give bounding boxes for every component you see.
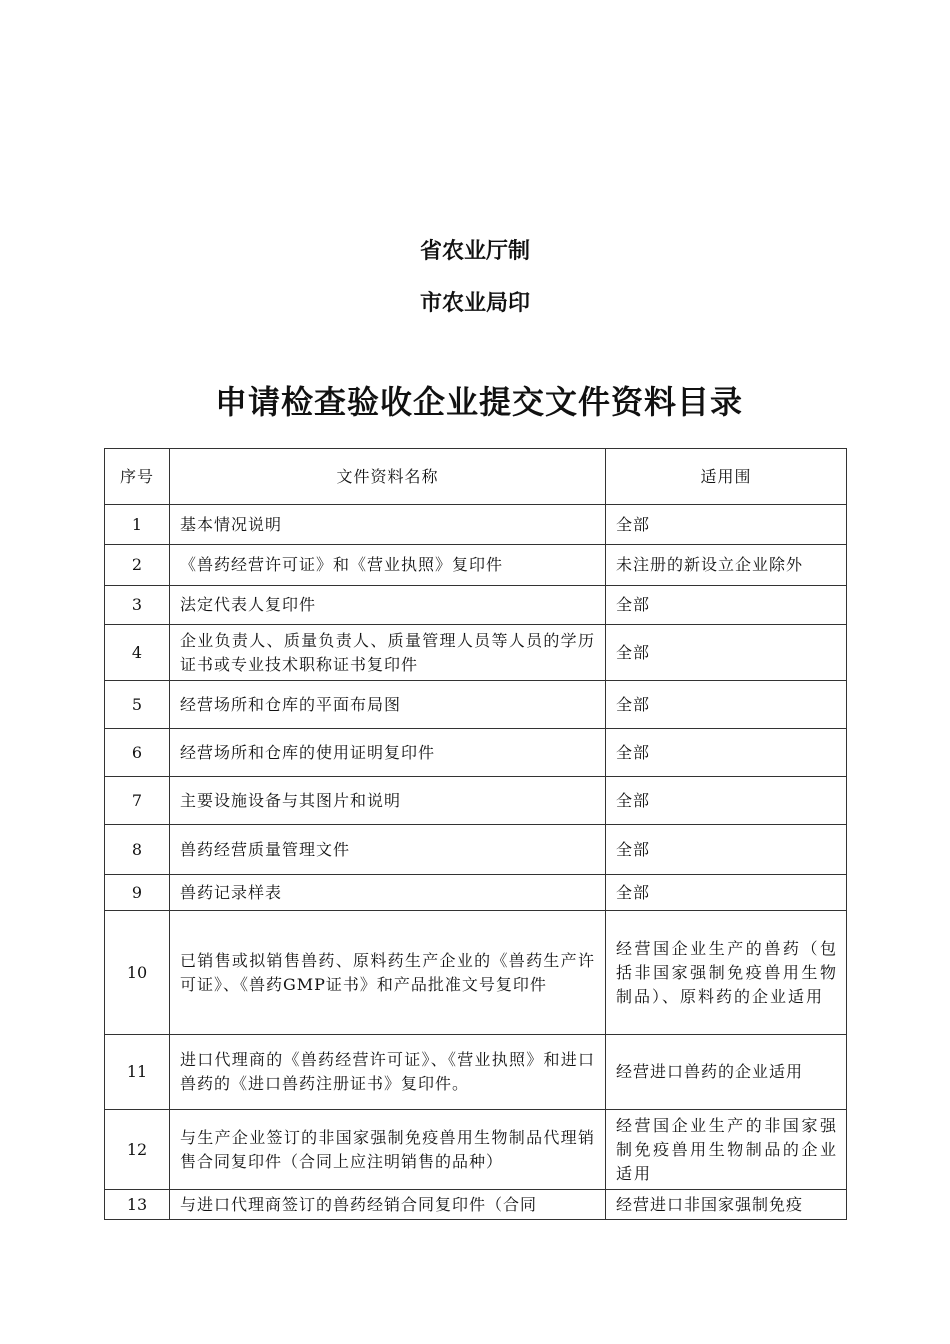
row-number: 5 [105,681,170,729]
printer-line: 市农业局印 [419,291,530,316]
table-header-row [105,449,847,505]
row-number: 8 [105,825,170,875]
row-number: 11 [105,1035,170,1110]
row-number: 12 [105,1110,170,1190]
table-row [105,777,847,825]
row-document-name: 进口代理商的《兽药经营许可证》、《营业执照》和进口兽药的《进口兽药注册证书》复印件。 [170,1035,606,1110]
table-row [105,1110,847,1190]
row-scope: 全部 [606,729,847,777]
row-number: 2 [105,545,170,586]
row-document-name: 兽药记录样表 [170,875,606,911]
row-document-name: 经营场所和仓库的使用证明复印件 [170,729,606,777]
row-scope: 全部 [606,875,847,911]
column-header-document-name: 文件资料名称 [170,449,606,505]
row-number: 1 [105,505,170,545]
table-row [105,545,847,586]
table-row [105,729,847,777]
table-row [105,825,847,875]
row-document-name: 法定代表人复印件 [170,586,606,625]
row-scope: 经营国企业生产的非国家强制免疫兽用生物制品的企业适用 [606,1110,847,1190]
column-header-scope: 适用围 [606,449,847,505]
row-document-name: 已销售或拟销售兽药、原料药生产企业的《兽药生产许可证》、《兽药GMP证书》和产品批准文号复印件 [170,911,606,1035]
row-document-name: 企业负责人、质量负责人、质量管理人员等人员的学历证书或专业技术职称证书复印件 [170,625,606,681]
row-scope: 全部 [606,681,847,729]
row-document-name: 《兽药经营许可证》和《营业执照》复印件 [170,545,606,586]
table-row [105,1190,847,1220]
column-header-number: 序号 [105,449,170,505]
row-document-name: 主要设施设备与其图片和说明 [170,777,606,825]
table-row [105,681,847,729]
row-scope: 经营国企业生产的兽药（包括非国家强制免疫兽用生物制品）、原料药的企业适用 [606,911,847,1035]
table-row [105,875,847,911]
row-scope: 全部 [606,625,847,681]
row-document-name: 兽药经营质量管理文件 [170,825,606,875]
row-number: 7 [105,777,170,825]
row-document-name: 基本情况说明 [170,505,606,545]
row-document-name: 与生产企业签订的非国家强制免疫兽用生物制品代理销售合同复印件（合同上应注明销售的品种） [170,1110,606,1190]
table-row [105,505,847,545]
document-list-table [104,448,847,1220]
row-scope: 全部 [606,586,847,625]
row-scope: 全部 [606,777,847,825]
row-scope: 经营进口非国家强制免疫 [606,1190,847,1220]
row-scope: 全部 [606,825,847,875]
row-number: 9 [105,875,170,911]
table-row [105,586,847,625]
table-row [105,1035,847,1110]
row-number: 13 [105,1190,170,1220]
row-number: 6 [105,729,170,777]
row-number: 10 [105,911,170,1035]
row-scope: 未注册的新设立企业除外 [606,545,847,586]
issuer-line: 省农业厅制 [419,239,530,264]
row-number: 4 [105,625,170,681]
table-row [105,911,847,1035]
row-scope: 全部 [606,505,847,545]
row-number: 3 [105,586,170,625]
row-document-name: 与进口代理商签订的兽药经销合同复印件（合同 [170,1190,606,1220]
table-row [105,625,847,681]
row-scope: 经营进口兽药的企业适用 [606,1035,847,1110]
document-title: 申请检查验收企业提交文件资料目录 [214,383,743,421]
row-document-name: 经营场所和仓库的平面布局图 [170,681,606,729]
